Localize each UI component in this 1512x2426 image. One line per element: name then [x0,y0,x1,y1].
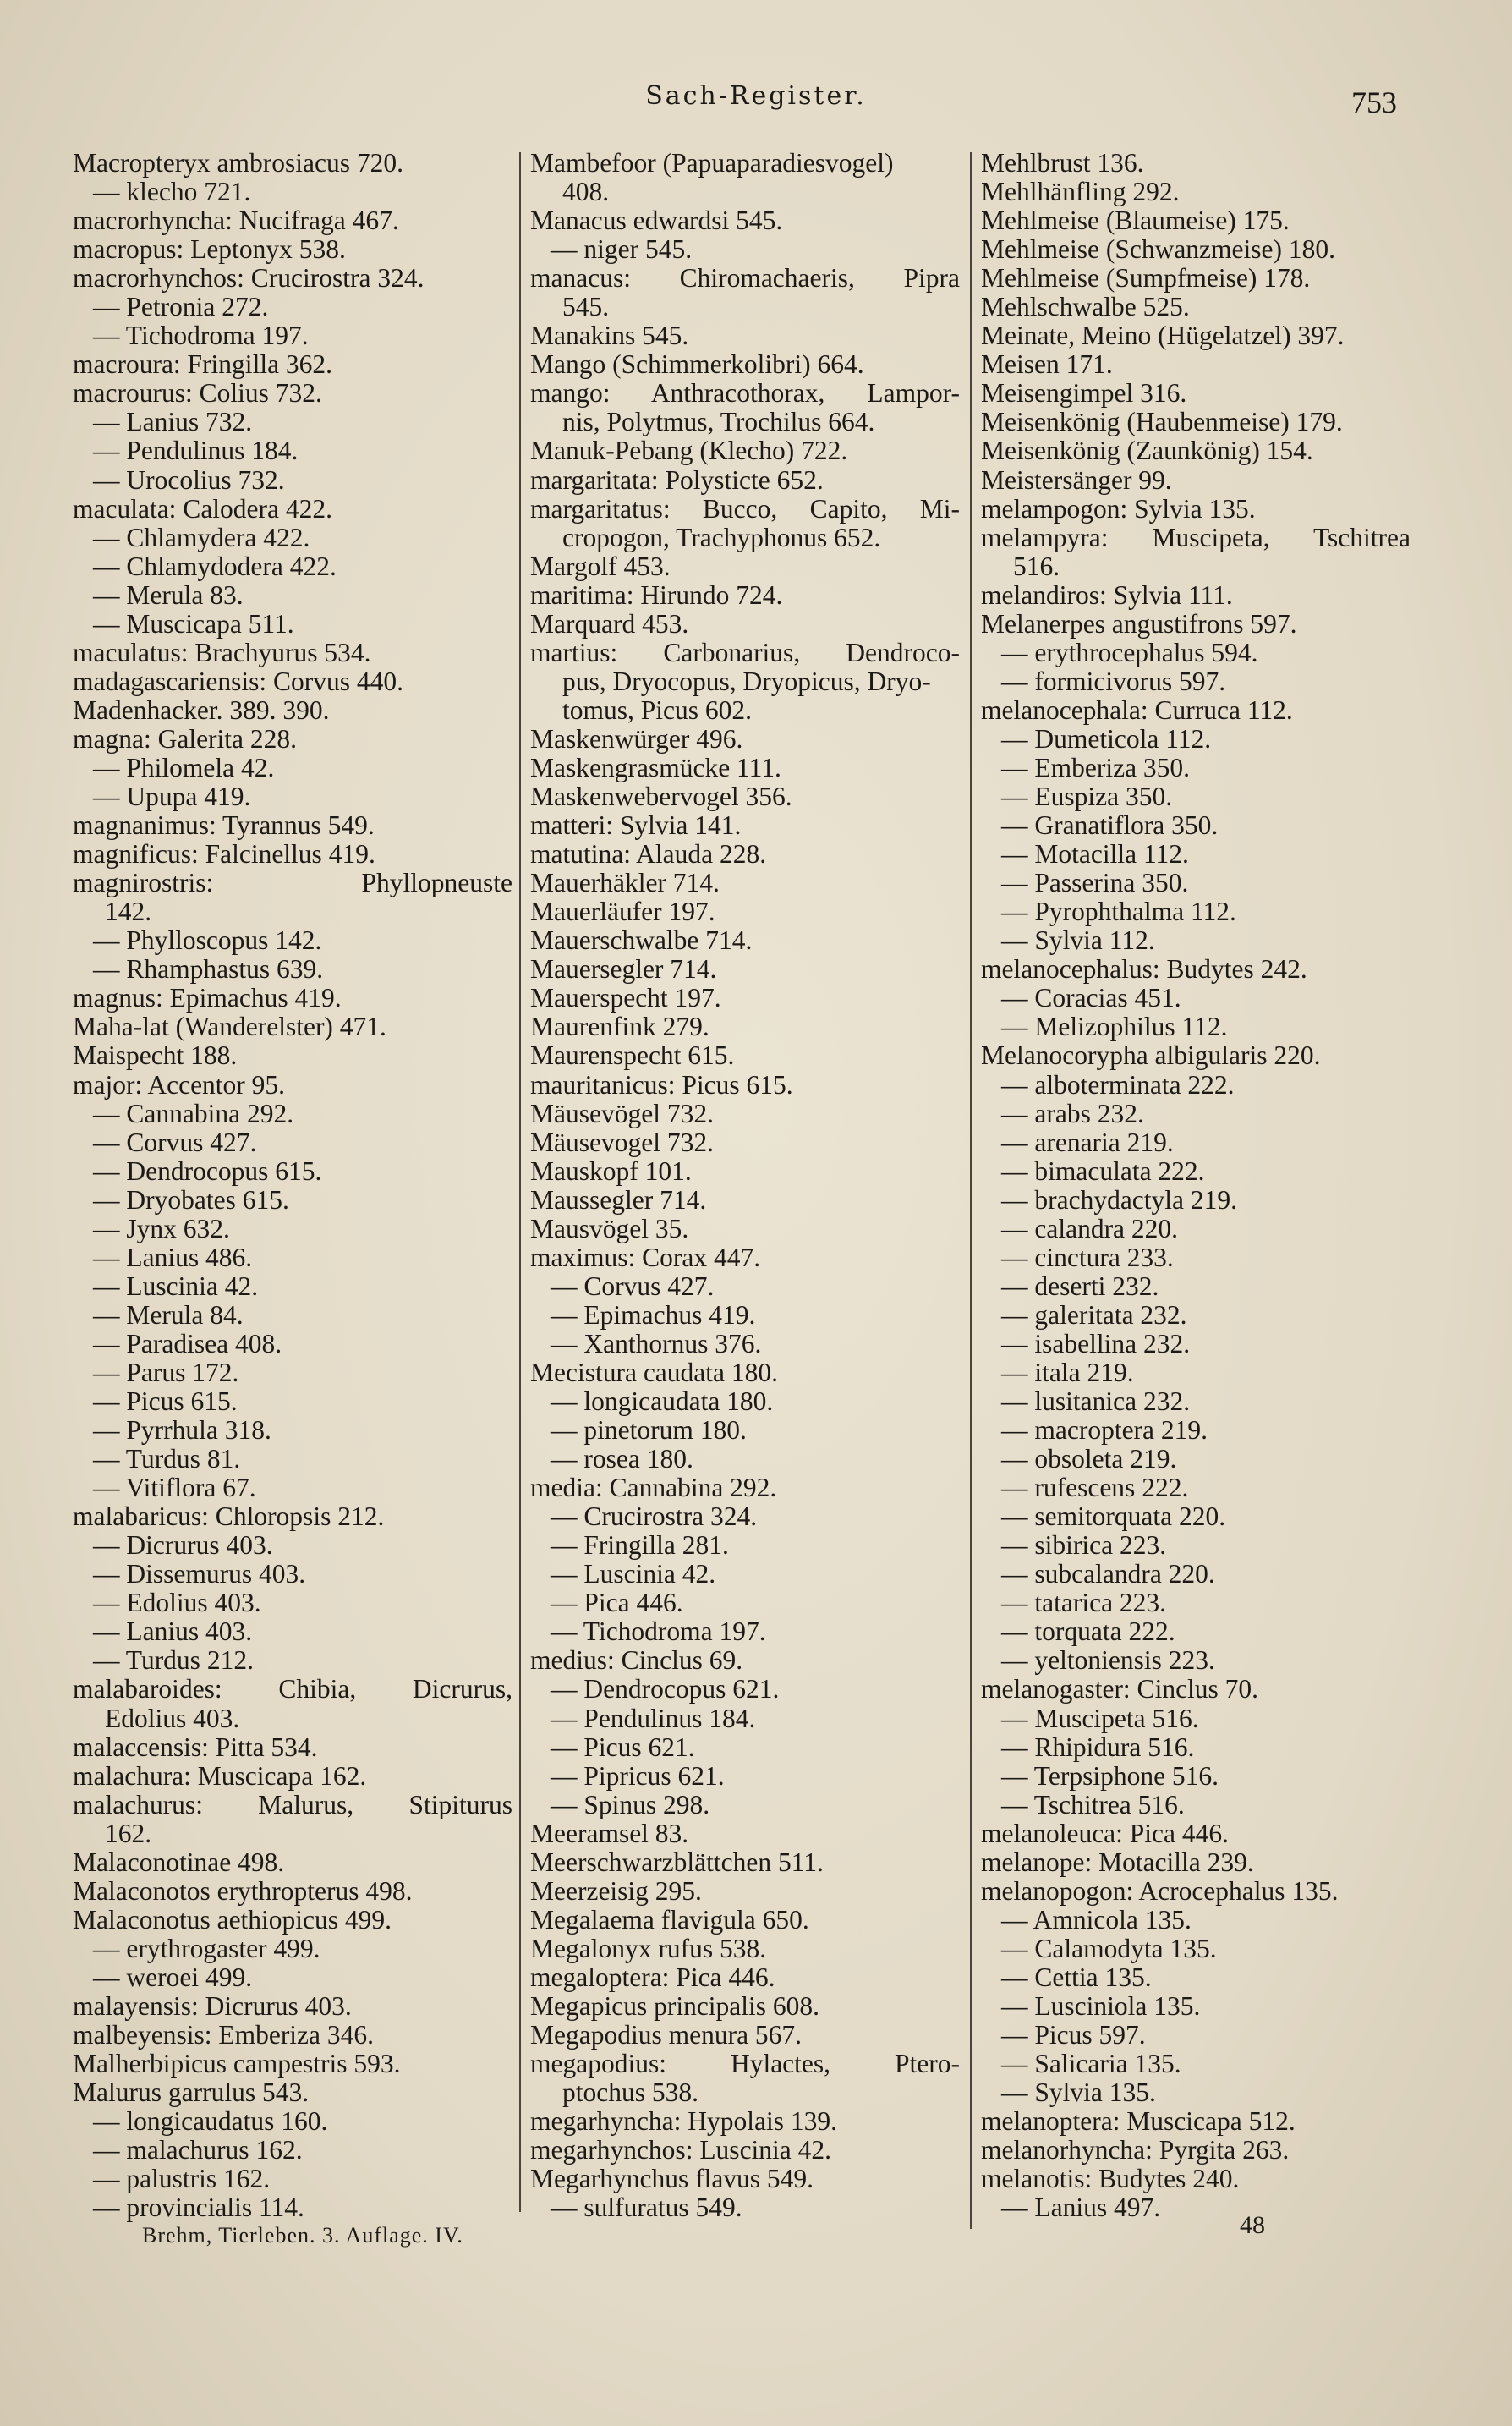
index-entry: Meisenkönig (Haubenmeise) 179. [981,408,1343,437]
index-entry: megarhyncha: Hypolais 139. [530,2107,838,2137]
index-entry: Margolf 453. [530,552,671,581]
index-entry: — Merula 84. [93,1300,244,1330]
index-entry: — Dryobates 615. [93,1185,289,1215]
index-entry: melampogon: Sylvia 135. [981,494,1256,524]
index-entry: — calandra 220. [1001,1214,1179,1243]
index-entry: melanope: Motacilla 239. [981,1847,1254,1877]
index-entry: magnus: Epimachus 419. [73,984,342,1013]
index-entry: — klecho 721. [93,178,251,207]
index-entry: 408. [562,178,610,207]
index-column-2 [530,149,960,2222]
index-entry: — arabs 232. [1001,1099,1144,1128]
index-entry: Mauerläufer 197. [530,897,715,927]
index-entry: — Luscinia 42. [93,1271,259,1301]
index-entry: magnificus: Falcinellus 419. [73,840,375,870]
index-entry: Melanocorypha albigularis 220. [981,1041,1321,1071]
index-entry: — Emberiza 350. [1001,753,1191,782]
index-entry: mango: Anthracothorax, Lampor- [530,379,960,409]
index-entry: cropogon, Trachyphonus 652. [562,523,881,552]
index-entry: — Chlamydera 422. [93,523,310,552]
index-entry: — Xanthornus 376. [551,1329,762,1358]
index-entry: — subcalandra 220. [1001,1560,1215,1589]
index-entry: Mehlhänfling 292. [981,178,1180,207]
index-entry: Maskengrasmücke 111. [530,753,781,782]
index-entry: — bimaculata 222. [1001,1156,1205,1186]
index-entry: — Pipricus 621. [551,1761,725,1791]
index-entry: — Fringilla 281. [551,1531,729,1561]
index-entry: Mango (Schimmerkolibri) 664. [530,350,864,380]
index-entry: — deserti 232. [1001,1271,1159,1301]
index-entry: — Jynx 632. [93,1214,230,1243]
index-entry: Malaconotos erythropterus 498. [73,1876,413,1906]
index-entry: Maispecht 188. [73,1041,238,1071]
index-entry: Mambefoor (Papuaparadiesvogel) [530,149,894,178]
index-entry: — Dendrocopus 621. [551,1675,780,1704]
index-entry: — Dicrurus 403. [93,1531,273,1561]
index-entry: — Rhamphastus 639. [93,955,324,985]
index-entry: — Pyrrhula 318. [93,1416,271,1446]
index-entry: — rufescens 222. [1001,1474,1189,1503]
index-entry: — Salicaria 135. [1001,2050,1181,2079]
index-entry: magnanimus: Tyrannus 549. [73,811,375,841]
index-entry: — Rhipidura 516. [1001,1732,1195,1762]
index-entry: — Lanius 497. [1001,2193,1161,2223]
index-entry: maculata: Calodera 422. [73,494,333,524]
index-entry: — palustris 162. [93,2165,271,2194]
index-entry: megarhynchos: Luscinia 42. [530,2136,832,2165]
index-entry: — Petronia 272. [93,293,269,322]
index-entry: Meisengimpel 316. [981,379,1187,409]
index-entry: Melanerpes angustifrons 597. [981,609,1297,639]
footer-imprint: Brehm, Tierleben. 3. Auflage. IV. [142,2223,463,2248]
index-entry: madagascariensis: Corvus 440. [73,667,404,696]
index-entry: magnirostris: Phyllopneuste [73,869,512,898]
index-entry: — arenaria 219. [1001,1128,1174,1157]
index-entry: — Tichodroma 197. [551,1617,766,1647]
index-entry: Megapodius menura 567. [530,2021,803,2050]
index-entry: Mauersegler 714. [530,955,717,985]
index-entry: — erythrogaster 499. [93,1934,320,1963]
index-entry: malayensis: Dicrurus 403. [73,1992,352,2021]
index-entry: tomus, Picus 602. [562,695,753,725]
index-entry: macroura: Fringilla 362. [73,350,333,380]
index-entry: Mecistura caudata 180. [530,1358,779,1387]
index-entry: — Coracias 451. [1001,984,1181,1013]
index-entry: — Epimachus 419. [551,1300,756,1330]
index-entry: — rosea 180. [551,1445,693,1474]
index-entry: Maskenwürger 496. [530,724,743,754]
index-entry: — itala 219. [1001,1358,1134,1387]
index-entry: — niger 545. [551,235,693,265]
index-entry: — erythrocephalus 594. [1001,638,1258,667]
index-entry: — alboterminata 222. [1001,1070,1235,1100]
index-entry: — Dendrocopus 615. [93,1156,322,1186]
index-entry: — Lanius 486. [93,1243,253,1272]
index-entry: — Picus 615. [93,1387,238,1417]
index-entry: Malurus garrulus 543. [73,2078,310,2108]
index-entry: malbeyensis: Emberiza 346. [73,2021,375,2050]
index-entry: melanotis: Budytes 240. [981,2165,1240,2194]
page-number: 753 [1351,85,1397,119]
index-entry: Mäusevögel 732. [530,1099,714,1128]
index-entry: — Melizophilus 112. [1001,1013,1228,1042]
index-entry: Maussegler 714. [530,1185,707,1215]
column-divider [970,152,972,2229]
index-entry: — Merula 83. [93,580,244,610]
index-entry: 142. [105,897,152,927]
index-column-3 [981,149,1411,2222]
index-entry: — tatarica 223. [1001,1589,1167,1618]
index-entry: — Turdus 212. [93,1646,254,1676]
index-entry: — Crucirostra 324. [551,1502,758,1532]
index-entry: melampyra: Muscipeta, Tschitrea [981,523,1411,552]
index-entry: Mauerschwalbe 714. [530,926,753,956]
index-entry: malabaroides: Chibia, Dicrurus, [73,1675,512,1704]
index-entry: macrorhyncha: Nucifraga 467. [73,206,399,236]
index-entry: — obsoleta 219. [1001,1445,1177,1474]
index-entry: Edolius 403. [105,1704,240,1733]
index-entry: — Passerina 350. [1001,869,1189,898]
index-entry: martius: Carbonarius, Dendroco- [530,638,960,667]
index-entry: Mehlbrust 136. [981,149,1144,178]
index-entry: — Picus 621. [551,1732,695,1762]
index-column-1 [73,149,512,2222]
index-entry: Mäusevogel 732. [530,1128,714,1157]
index-entry: media: Cannabina 292. [530,1474,777,1503]
index-entry: — Calamodyta 135. [1001,1934,1217,1963]
index-entry: — Phylloscopus 142. [93,926,322,956]
index-entry: — brachydactyla 219. [1001,1185,1238,1215]
index-entry: — sibirica 223. [1001,1531,1167,1561]
index-entry: maritima: Hirundo 724. [530,580,783,610]
index-entry: Meisen 171. [981,350,1113,380]
index-entry: melanorhyncha: Pyrgita 263. [981,2136,1290,2165]
index-entry: major: Accentor 95. [73,1070,286,1100]
index-entry: mauritanicus: Picus 615. [530,1070,793,1100]
index-entry: Madenhacker. 389. 390. [73,695,330,725]
index-entry: — Dumeticola 112. [1001,724,1212,754]
index-entry: — Tichodroma 197. [93,321,309,351]
index-entry: — sulfuratus 549. [551,2193,742,2223]
index-entry: — Vitiflora 67. [93,1474,256,1503]
index-entry: — Sylvia 135. [1001,2078,1156,2108]
index-entry: melanoptera: Muscicapa 512. [981,2107,1296,2137]
index-entry: melanoleuca: Pica 446. [981,1819,1230,1848]
index-entry: — Paradisea 408. [93,1329,282,1358]
index-entry: — Pendulinus 184. [93,436,299,466]
index-entry: Maurenspecht 615. [530,1041,735,1071]
index-entry: manacus: Chiromachaeris, Pipra [530,264,960,294]
index-entry: — Lanius 732. [93,408,253,437]
index-entry: Megalonyx rufus 538. [530,1934,767,1963]
index-entry: — Euspiza 350. [1001,782,1173,812]
running-header: Sach-Register. [645,81,867,111]
index-entry: — Muscicapa 511. [93,609,294,639]
index-entry: malachura: Muscicapa 162. [73,1761,367,1791]
index-entry: — Pendulinus 184. [551,1704,756,1733]
index-entry: — Picus 597. [1001,2021,1146,2050]
index-entry: macrorhynchos: Crucirostra 324. [73,264,425,294]
index-entry: melanocephalus: Budytes 242. [981,955,1307,985]
index-entry: Marquard 453. [530,609,689,639]
index-entry: Mauerhäkler 714. [530,869,720,898]
index-entry: melanopogon: Acrocephalus 135. [981,1876,1339,1906]
index-entry: melanogaster: Cinclus 70. [981,1675,1259,1704]
index-entry: Meisenkönig (Zaunkönig) 154. [981,436,1313,466]
index-entry: pus, Dryocopus, Dryopicus, Dryo- [562,667,931,696]
index-entry: — Granatiflora 350. [1001,811,1219,841]
index-entry: — Tschitrea 516. [1001,1790,1185,1820]
index-entry: — cinctura 233. [1001,1243,1174,1272]
index-entry: macrourus: Colius 732. [73,379,322,409]
index-entry: melandiros: Sylvia 111. [981,580,1233,610]
index-entry: margaritata: Polysticte 652. [530,465,824,495]
column-divider [519,152,521,2212]
index-entry: — macroptera 219. [1001,1416,1208,1446]
index-entry: megapodius: Hylactes, Ptero- [530,2050,960,2079]
index-entry: — Pica 446. [551,1589,683,1618]
index-entry: Meeramsel 83. [530,1819,689,1848]
index-entry: — Motacilla 112. [1001,840,1189,870]
index-entry: maculatus: Brachyurus 534. [73,638,371,667]
index-entry: 545. [562,293,610,322]
index-entry: Maurenfink 279. [530,1013,709,1042]
index-entry: — torquata 222. [1001,1617,1175,1647]
index-entry: — Corvus 427. [551,1271,715,1301]
index-entry: — longicaudata 180. [551,1387,774,1417]
index-entry: — Muscipeta 516. [1001,1704,1199,1733]
index-entry: melanocephala: Curruca 112. [981,695,1293,725]
index-entry: — lusitanica 232. [1001,1387,1191,1417]
index-entry: — semitorquata 220. [1001,1502,1226,1532]
index-entry: Meistersänger 99. [981,465,1172,495]
index-entry: — Cannabina 292. [93,1099,294,1128]
index-entry: Manacus edwardsi 545. [530,206,783,236]
index-entry: maximus: Corax 447. [530,1243,761,1272]
index-entry: — malachurus 162. [93,2136,303,2165]
sheet-signature: 48 [1240,2211,1265,2239]
index-entry: 516. [1013,552,1060,581]
index-entry: 162. [105,1819,152,1848]
index-entry: — Luscinia 42. [551,1560,716,1589]
index-entry: Maskenwebervogel 356. [530,782,792,812]
index-entry: — Philomela 42. [93,753,275,782]
index-entry: — Amnicola 135. [1001,1905,1192,1935]
index-entry: — Spinus 298. [551,1790,710,1820]
index-entry: — Lanius 403. [93,1617,253,1647]
index-entry: matteri: Sylvia 141. [530,811,742,841]
index-entry: — weroei 499. [93,1962,253,1992]
index-entry: magna: Galerita 228. [73,724,298,754]
index-entry: Malherbipicus campestris 593. [73,2050,401,2079]
index-entry: Mausvögel 35. [530,1214,689,1243]
index-entry: Meerzeisig 295. [530,1876,702,1906]
index-entry: Malaconotinae 498. [73,1847,285,1877]
index-entry: Manakins 545. [530,321,689,351]
index-entry: Maha-lat (Wanderelster) 471. [73,1013,386,1042]
index-entry: — yeltoniensis 223. [1001,1646,1215,1676]
index-entry: Megapicus principalis 608. [530,1992,820,2021]
index-entry: Mauerspecht 197. [530,984,721,1013]
index-entry: — isabellina 232. [1001,1329,1191,1358]
index-entry: Meinate, Meino (Hügelatzel) 397. [981,321,1345,351]
index-entry: — Dissemurus 403. [93,1560,306,1589]
index-entry: malabaricus: Chloropsis 212. [73,1502,385,1532]
index-entry: — galeritata 232. [1001,1300,1187,1330]
index-entry: — pinetorum 180. [551,1416,747,1446]
index-entry: Mauskopf 101. [530,1156,692,1186]
index-entry: — longicaudatus 160. [93,2107,328,2137]
index-entry: — Lusciniola 135. [1001,1992,1201,2021]
index-entry: megaloptera: Pica 446. [530,1962,775,1992]
index-entry: macropus: Leptonyx 538. [73,235,346,265]
index-entry: — Edolius 403. [93,1589,261,1618]
index-entry: — Sylvia 112. [1001,926,1155,956]
index-entry: — formicivorus 597. [1001,667,1226,696]
index-entry: — Corvus 427. [93,1128,257,1157]
index-entry: — provincialis 114. [93,2193,304,2223]
index-entry: medius: Cinclus 69. [530,1646,743,1676]
index-entry: — Pyrophthalma 112. [1001,897,1236,927]
index-entry: ptochus 538. [562,2078,698,2108]
index-entry: matutina: Alauda 228. [530,840,767,870]
index-entry: — Parus 172. [93,1358,239,1387]
index-entry: — Urocolius 732. [93,465,285,495]
index-entry: malachurus: Malurus, Stipiturus [73,1790,512,1820]
index-entry: Macropteryx ambrosiacus 720. [73,149,404,178]
index-entry: — Turdus 81. [93,1445,241,1474]
index-entry: Malaconotus aethiopicus 499. [73,1905,392,1935]
index-entry: Manuk-Pebang (Klecho) 722. [530,436,848,466]
index-entry: margaritatus: Bucco, Capito, Mi- [530,494,960,524]
index-entry: nis, Polytmus, Trochilus 664. [562,408,875,437]
index-entry: — Cettia 135. [1001,1962,1152,1992]
index-entry: Megarhynchus flavus 549. [530,2165,814,2194]
index-entry: Meerschwarzblättchen 511. [530,1847,824,1877]
index-entry: Mehlmeise (Blaumeise) 175. [981,206,1290,236]
index-entry: — Terpsiphone 516. [1001,1761,1219,1791]
index-entry: — Chlamydodera 422. [93,552,337,581]
index-entry: Mehlschwalbe 525. [981,293,1190,322]
index-entry: malaccensis: Pitta 534. [73,1732,318,1762]
index-entry: Megalaema flavigula 650. [530,1905,809,1935]
index-entry: Mehlmeise (Schwanzmeise) 180. [981,235,1336,265]
index-entry: Mehlmeise (Sumpfmeise) 178. [981,264,1311,294]
index-entry: — Upupa 419. [93,782,251,812]
